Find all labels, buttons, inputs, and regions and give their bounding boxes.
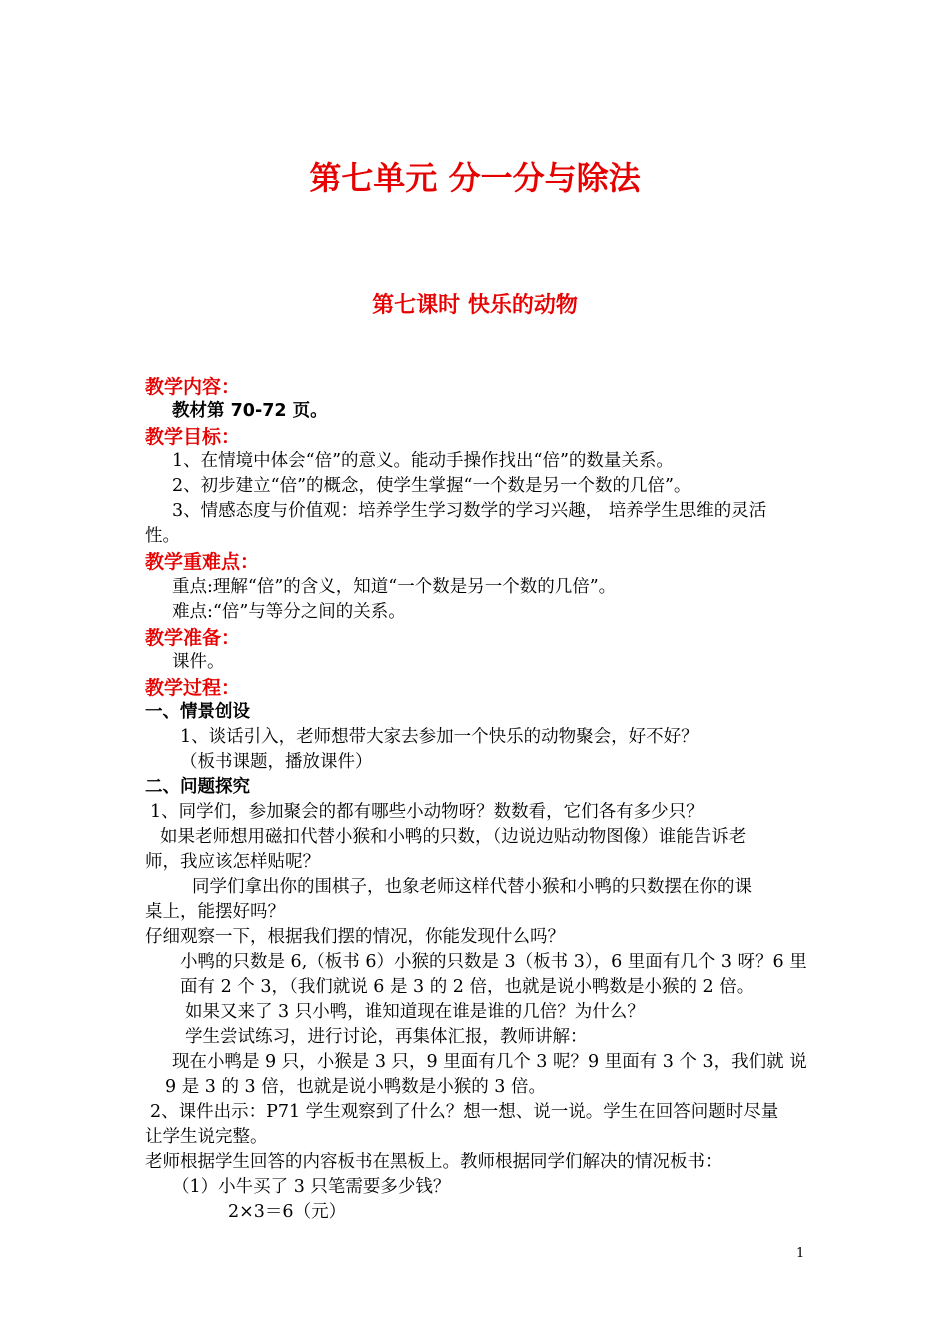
process-line: 老师根据学生回答的内容板书在黑板上。教师根据同学们解决的情况板书：: [145, 1152, 723, 1172]
key-point: 难点:“倍”与等分之间的关系。: [172, 602, 406, 622]
process-line: （1）小牛买了 3 只笔需要多少钱？: [172, 1177, 451, 1197]
part1-title: 一、情景创设: [145, 702, 250, 722]
key-point: 重点:理解“倍”的含义，知道“一个数是另一个数的几倍”。: [172, 577, 617, 597]
process-line: 1、同学们，参加聚会的都有哪些小动物呀？数数看，它们各有多少只？: [150, 802, 704, 822]
process-line: 面有 2 个 3，（我们就说 6 是 3 的 2 倍，也就是说小鸭数是小猴的 2 倍。: [180, 977, 755, 997]
goal-item: 2、初步建立“倍”的概念，使学生掌握“一个数是另一个数的几倍”。: [172, 476, 692, 496]
process-line: 2、课件出示：P71 学生观察到了什么？想一想、说一说。学生在回答问题时尽量: [150, 1102, 779, 1122]
process-line: 让学生说完整。: [145, 1127, 268, 1147]
process-line: 2×3＝6（元）: [228, 1202, 347, 1222]
process-line: 9 是 3 的 3 倍，也就是说小鸭数是小猴的 3 倍。: [165, 1077, 546, 1097]
goal-item: 3、情感态度与价值观：培养学生学习数学的学习兴趣， 培养学生思维的灵活: [172, 501, 767, 521]
unit-title: 第七单元 分一分与除法: [309, 159, 641, 197]
goal-item: 1、在情境中体会“倍”的意义。能动手操作找出“倍”的数量关系。: [172, 451, 674, 471]
part2-title: 二、问题探究: [145, 777, 250, 797]
process-line: 学生尝试练习，进行讨论，再集体汇报，教师讲解：: [185, 1027, 588, 1047]
key-heading: 教学重难点：: [145, 551, 260, 573]
content-heading: 教学内容：: [145, 376, 241, 398]
process-line: （板书课题，播放课件）: [180, 752, 373, 772]
lesson-title: 第七课时 快乐的动物: [372, 293, 578, 318]
prep-text: 课件。: [172, 652, 225, 672]
prep-heading: 教学准备：: [145, 627, 241, 649]
process-line: 仔细观察一下，根据我们摆的情况，你能发现什么吗？: [145, 927, 565, 947]
process-line: 师，我应该怎样贴呢？: [145, 852, 320, 872]
goal-item: 性。: [145, 526, 180, 546]
page-number: 1: [796, 1246, 805, 1261]
process-line: 桌上，能摆好吗？: [145, 902, 285, 922]
process-line: 如果又来了 3 只小鸭，谁知道现在谁是谁的几倍？为什么？: [185, 1002, 645, 1022]
process-line: 小鸭的只数是 6,（板书 6）小猴的只数是 3（板书 3），6 里面有几个 3 呀？6 里: [180, 952, 807, 972]
process-line: 现在小鸭是 9 只，小猴是 3 只，9 里面有几个 3 呢？9 里面有 3 个 3，我们就 说: [172, 1052, 807, 1072]
process-line: 1、谈话引入，老师想带大家去参加一个快乐的动物聚会，好不好？: [180, 727, 699, 747]
process-line: 如果老师想用磁扣代替小猴和小鸭的只数，（边说边贴动物图像）谁能告诉老: [160, 827, 747, 847]
process-heading: 教学过程：: [145, 677, 241, 699]
process-line: 同学们拿出你的围棋子，也象老师这样代替小猴和小鸭的只数摆在你的课: [192, 877, 752, 897]
goals-heading: 教学目标：: [145, 426, 241, 448]
content-text: 教材第 70-72 页。: [172, 401, 328, 421]
